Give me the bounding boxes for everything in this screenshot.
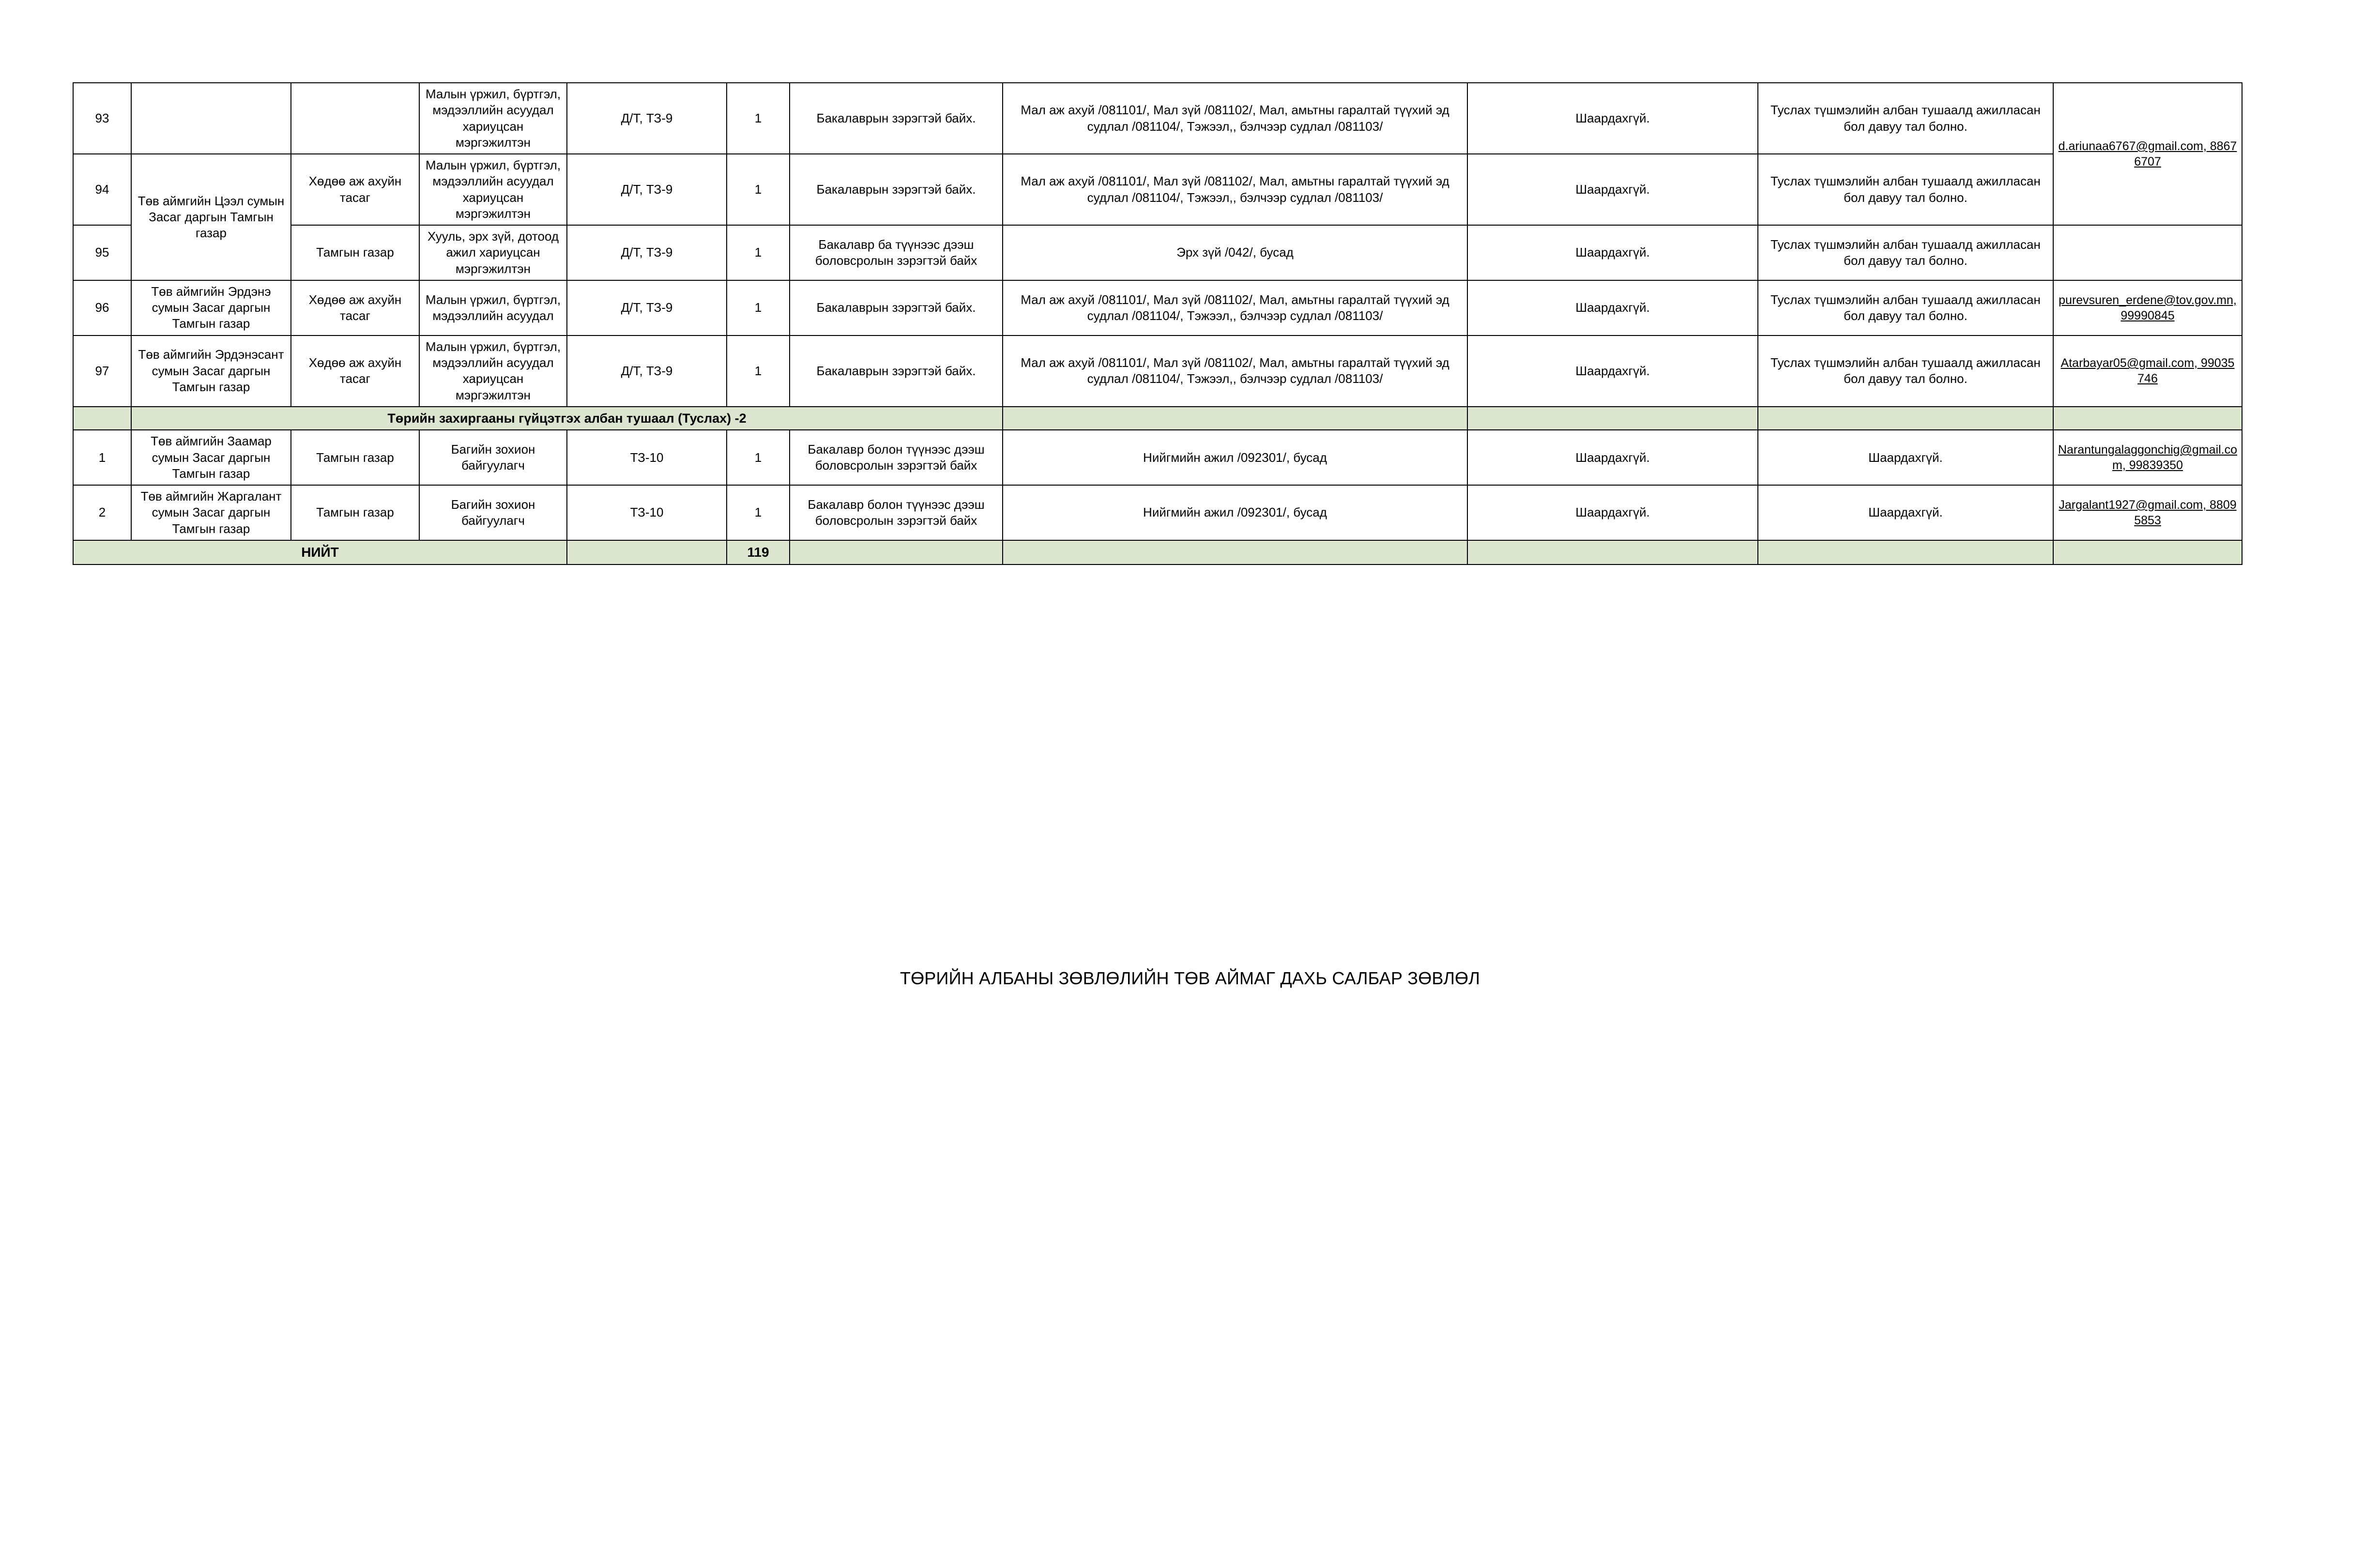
row-experience: Шаардахгүй. (1467, 225, 1758, 280)
row-education: Бакалаврын зэрэгтэй байх. (790, 83, 1003, 154)
section-blank-cell (1758, 407, 2053, 430)
row-class: Д/Т, ТЗ-9 (567, 225, 727, 280)
section-header-row (73, 407, 2242, 430)
table-row (73, 280, 2242, 336)
row-position: Багийн зохион байгуулагч (419, 430, 567, 485)
total-blank-cell (1003, 540, 1467, 564)
row-organization (131, 83, 291, 154)
row-organization: Төв аймгийн Заамар сумын Засаг даргын Тамгын газар (131, 430, 291, 485)
total-blank-cell (2053, 540, 2242, 564)
row-number: 2 (73, 485, 131, 540)
row-position: Малын үржил, бүртгэл, мэдээллийн асуудал (419, 280, 567, 336)
row-unit: Тамгын газар (291, 485, 419, 540)
row-contact (2053, 225, 2242, 280)
row-other: Шаардахгүй. (1758, 430, 2053, 485)
total-label: НИЙТ (73, 540, 567, 564)
row-experience: Шаардахгүй. (1467, 280, 1758, 336)
row-class: Д/Т, ТЗ-9 (567, 154, 727, 225)
row-contact[interactable]: Jargalant1927@gmail.com, 88095853 (2053, 485, 2242, 540)
row-class: Д/Т, ТЗ-9 (567, 280, 727, 336)
row-contact[interactable]: d.ariunaa6767@gmail.com, 88676707 (2053, 83, 2242, 225)
row-number: 1 (73, 430, 131, 485)
row-organization: Төв аймгийн Жаргалант сумын Засаг даргын Тамгын газар (131, 485, 291, 540)
row-other: Туслах түшмэлийн албан тушаалд ажилласан бол давуу тал болно. (1758, 83, 2053, 154)
row-contact[interactable]: Atarbayar05@gmail.com, 99035746 (2053, 336, 2242, 407)
table-row (73, 225, 2242, 280)
table-row (73, 430, 2242, 485)
section-blank-cell (1467, 407, 1758, 430)
row-specialty: Эрх зүй /042/, бусад (1003, 225, 1467, 280)
row-class: Д/Т, ТЗ-9 (567, 83, 727, 154)
row-number: 96 (73, 280, 131, 336)
row-other: Туслах түшмэлийн албан тушаалд ажилласан бол давуу тал болно. (1758, 280, 2053, 336)
row-unit (291, 83, 419, 154)
row-contact[interactable]: purevsuren_erdene@tov.gov.mn, 99990845 (2053, 280, 2242, 336)
row-experience: Шаардахгүй. (1467, 154, 1758, 225)
row-experience: Шаардахгүй. (1467, 83, 1758, 154)
row-other: Туслах түшмэлийн албан тушаалд ажилласан бол давуу тал болно. (1758, 225, 2053, 280)
row-number: 97 (73, 336, 131, 407)
row-count: 1 (727, 83, 790, 154)
row-count: 1 (727, 225, 790, 280)
row-number: 93 (73, 83, 131, 154)
total-value: 119 (727, 540, 790, 564)
row-unit: Хөдөө аж ахуйн тасаг (291, 154, 419, 225)
total-blank-cell (1467, 540, 1758, 564)
row-unit: Тамгын газар (291, 430, 419, 485)
section-blank-cell (2053, 407, 2242, 430)
vacancy-table (73, 82, 2243, 565)
row-specialty: Мал аж ахуй /081101/, Мал зүй /081102/, Мал, амьтны гаралтай түүхий эд судлал /081104/, Тэжээл,, бэлчээр судлал /081103/ (1003, 154, 1467, 225)
row-organization: Төв аймгийн Цээл сумын Засаг даргын Тамгын газар (131, 154, 291, 280)
row-education: Бакалавр болон түүнээс дээш боловсролын зэрэгтэй байх (790, 485, 1003, 540)
row-education: Бакалаврын зэрэгтэй байх. (790, 280, 1003, 336)
row-specialty: Мал аж ахуй /081101/, Мал зүй /081102/, Мал, амьтны гаралтай түүхий эд судлал /081104/, Тэжээл,, бэлчээр судлал /081103/ (1003, 280, 1467, 336)
row-class: ТЗ-10 (567, 430, 727, 485)
row-number: 94 (73, 154, 131, 225)
row-unit: Хөдөө аж ахуйн тасаг (291, 280, 419, 336)
total-blank-cell (790, 540, 1003, 564)
row-position: Багийн зохион байгуулагч (419, 485, 567, 540)
total-blank-cell (567, 540, 727, 564)
row-position: Малын үржил, бүртгэл, мэдээллийн асуудал хариуцсан мэргэжилтэн (419, 83, 567, 154)
section-title: Төрийн захиргааны гүйцэтгэх албан тушаал (Туслах) -2 (131, 407, 1003, 430)
row-specialty: Мал аж ахуй /081101/, Мал зүй /081102/, Мал, амьтны гаралтай түүхий эд судлал /081104/, Тэжээл,, бэлчээр судлал /081103/ (1003, 83, 1467, 154)
row-experience: Шаардахгүй. (1467, 485, 1758, 540)
row-education: Бакалаврын зэрэгтэй байх. (790, 154, 1003, 225)
row-position: Хууль, эрх зүй, дотоод ажил хариуцсан мэргэжилтэн (419, 225, 567, 280)
row-organization: Төв аймгийн Эрдэнэ сумын Засаг даргын Тамгын газар (131, 280, 291, 336)
table-row (73, 154, 2242, 225)
table-row (73, 485, 2242, 540)
row-position: Малын үржил, бүртгэл, мэдээллийн асуудал хариуцсан мэргэжилтэн (419, 154, 567, 225)
row-education: Бакалавр ба түүнээс дээш боловсролын зэрэгтэй байх (790, 225, 1003, 280)
row-number: 95 (73, 225, 131, 280)
row-contact[interactable]: Narantungalaggonchig@gmail.com, 99839350 (2053, 430, 2242, 485)
row-count: 1 (727, 430, 790, 485)
table-row (73, 336, 2242, 407)
row-position: Малын үржил, бүртгэл, мэдээллийн асуудал хариуцсан мэргэжилтэн (419, 336, 567, 407)
section-blank-cell (1003, 407, 1467, 430)
row-unit: Хөдөө аж ахуйн тасаг (291, 336, 419, 407)
section-number-cell (73, 407, 131, 430)
row-count: 1 (727, 154, 790, 225)
row-experience: Шаардахгүй. (1467, 430, 1758, 485)
total-blank-cell (1758, 540, 2053, 564)
row-experience: Шаардахгүй. (1467, 336, 1758, 407)
row-specialty: Нийгмийн ажил /092301/, бусад (1003, 430, 1467, 485)
row-class: Д/Т, ТЗ-9 (567, 336, 727, 407)
table-row (73, 83, 2242, 154)
row-count: 1 (727, 336, 790, 407)
document-footer-title: ТӨРИЙН АЛБАНЫ ЗӨВЛӨЛИЙН ТӨВ АЙМАГ ДАХЬ САЛБАР ЗӨВЛӨЛ (900, 968, 1480, 988)
row-class: ТЗ-10 (567, 485, 727, 540)
row-organization: Төв аймгийн Эрдэнэсант сумын Засаг даргын Тамгын газар (131, 336, 291, 407)
row-unit: Тамгын газар (291, 225, 419, 280)
row-other: Туслах түшмэлийн албан тушаалд ажилласан бол давуу тал болно. (1758, 154, 2053, 225)
row-education: Бакалаврын зэрэгтэй байх. (790, 336, 1003, 407)
row-count: 1 (727, 485, 790, 540)
row-other: Шаардахгүй. (1758, 485, 2053, 540)
row-specialty: Мал аж ахуй /081101/, Мал зүй /081102/, Мал, амьтны гаралтай түүхий эд судлал /081104/, Тэжээл,, бэлчээр судлал /081103/ (1003, 336, 1467, 407)
row-other: Туслах түшмэлийн албан тушаалд ажилласан бол давуу тал болно. (1758, 336, 2053, 407)
row-specialty: Нийгмийн ажил /092301/, бусад (1003, 485, 1467, 540)
row-education: Бакалавр болон түүнээс дээш боловсролын зэрэгтэй байх (790, 430, 1003, 485)
total-row (73, 540, 2242, 564)
row-count: 1 (727, 280, 790, 336)
